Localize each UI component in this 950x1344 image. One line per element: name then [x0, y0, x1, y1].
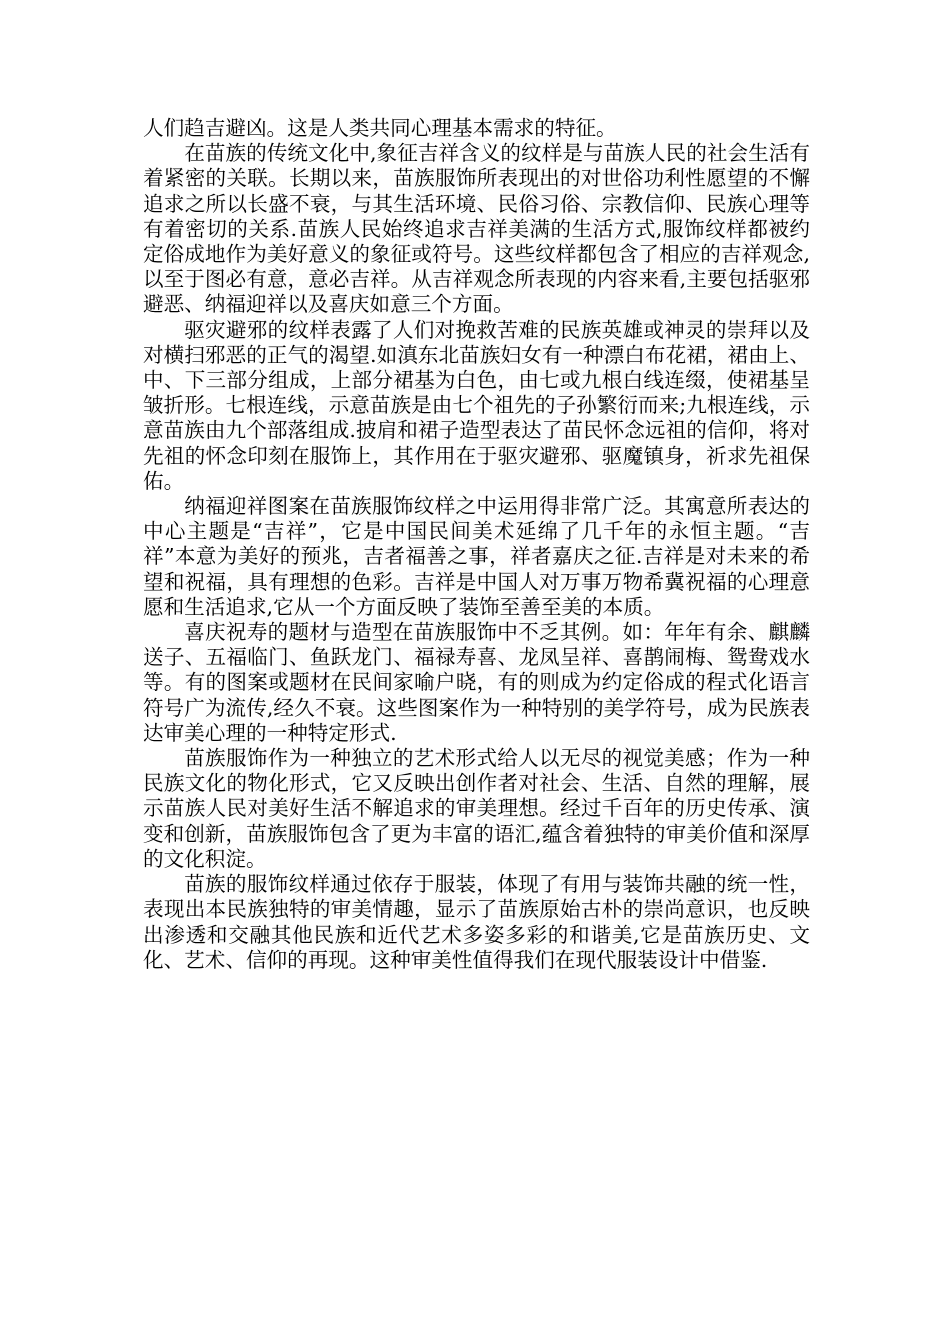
- body-text: [143, 116, 810, 973]
- paragraph-art-form: 苗族服饰作为一种独立的艺术形式给人以无尽的视觉美感；作为一种民族文化的物化形式，它又反映出创作者对社会、生活、自然的理解，展示苗族人民对美好生活不解追求的审美理想。经过千百年的历史传承、演变和创新，苗族服饰包含了更为丰富的语汇,蕴含着独特的审美价值和深厚的文化积淀。: [143, 746, 810, 871]
- paragraph-celebration-themes: 喜庆祝寿的题材与造型在苗族服饰中不乏其例。如：年年有余、麒麟送子、五福临门、鱼跃龙门、福禄寿喜、龙凤呈祥、喜鹊闹梅、鸳鸯戏水等。有的图案或题材在民间家喻户晓，有的则成为约定俗成的程式化语言符号广为流传,经久不衰。这些图案作为一种特别的美学符号，成为民族表达审美心理的一种特定形式.: [143, 620, 810, 745]
- paragraph-conclusion: 苗族的服饰纹样通过依存于服装，体现了有用与装饰共融的统一性，表现出本民族独特的审美情趣，显示了苗族原始古朴的崇尚意识，也反映出渗透和交融其他民族和近代艺术多姿多彩的和谐美,它是苗族历史、文化、艺术、信仰的再现。这种审美性值得我们在现代服装设计中借鉴.: [143, 872, 810, 972]
- paragraph-auspicious-patterns: 在苗族的传统文化中,象征吉祥含义的纹样是与苗族人民的社会生活有着紧密的关联。长期以来，苗族服饰所表现出的对世俗功利性愿望的不懈追求之所以长盛不衰，与其生活环境、民俗习俗、宗教信仰、民族心理等有着密切的关系.苗族人民始终追求吉祥美满的生活方式,服饰纹样都被约定俗成地作为美好意义的象征或符号。这些纹样都包含了相应的吉祥观念,以至于图必有意，意必吉祥。从吉祥观念所表现的内容来看,主要包括驱邪避恶、纳福迎祥以及喜庆如意三个方面。: [143, 141, 810, 317]
- paragraph-continuation: 人们趋吉避凶。这是人类共同心理基本需求的特征。: [143, 116, 617, 140]
- paragraph-blessing-patterns: 纳福迎祥图案在苗族服饰纹样之中运用得非常广泛。其寓意所表达的中心主题是“吉祥”，它是中国民间美术延绵了几千年的永恒主题。“吉祥”本意为美好的预兆，吉者福善之事，祥者嘉庆之征.吉祥是对未来的希望和祝福，具有理想的色彩。吉祥是中国人对万事万物希冀祝福的心理意愿和生活追求,它从一个方面反映了装饰至善至美的本质。: [143, 494, 810, 619]
- paragraph-ward-off-evil: 驱灾避邪的纹样表露了人们对挽救苦难的民族英雄或神灵的崇拜以及对横扫邪恶的正气的渴望.如滇东北苗族妇女有一种漂白布花裙，裙由上、中、下三部分组成，上部分裙基为白色，由七或九根白线连缀，使裙基呈皱折形。七根连线，示意苗族是由七个祖先的子孙繁衍而来;九根连线，示意苗族由九个部落组成.披肩和裙子造型表达了苗民怀念远祖的信仰，将对先祖的怀念印刻在服饰上，其作用在于驱灾避邪、驱魔镇身，祈求先祖保佑。: [143, 317, 810, 493]
